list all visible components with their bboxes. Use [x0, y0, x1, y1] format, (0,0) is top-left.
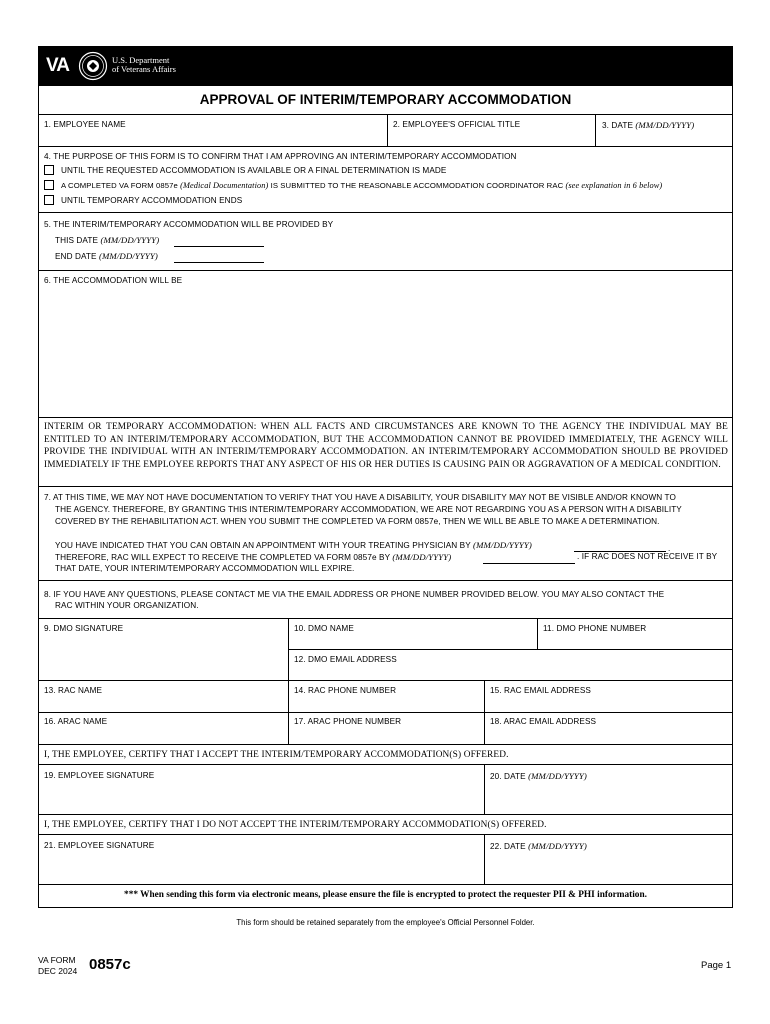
arac-name-field[interactable] — [40, 727, 286, 742]
accept-statement: I, THE EMPLOYEE, CERTIFY THAT I ACCEPT THE INTERIM/TEMPORARY ACCOMMODATION(S) OFFERED. — [44, 750, 509, 760]
this-date-label: THIS DATE (MM/DD/YYYY) — [55, 235, 160, 245]
end-date-field[interactable] — [174, 262, 264, 263]
va-logo: VA — [46, 55, 69, 76]
form-title: APPROVAL OF INTERIM/TEMPORARY ACCOMMODATION — [199, 92, 572, 107]
page-number: Page 1 — [701, 960, 732, 971]
dmo-signature-label: 9. DMO SIGNATURE — [44, 624, 124, 633]
arac-email-label: 18. ARAC EMAIL ADDRESS — [490, 717, 597, 726]
rac-name-field[interactable] — [40, 696, 286, 711]
arac-phone-label: 17. ARAC PHONE NUMBER — [294, 717, 402, 726]
until-available-checkbox[interactable] — [44, 165, 54, 175]
this-date-field[interactable] — [174, 246, 264, 247]
dmo-name-field[interactable] — [290, 634, 535, 648]
decline-date-field[interactable] — [486, 851, 731, 883]
employee-name-field[interactable] — [40, 130, 385, 145]
dmo-phone-label: 11. DMO PHONE NUMBER — [543, 624, 647, 633]
end-date-label: END DATE (MM/DD/YYYY) — [55, 251, 158, 261]
dmo-signature-field[interactable] — [40, 634, 286, 679]
rac-email-label: 15. RAC EMAIL ADDRESS — [490, 686, 591, 695]
date-field[interactable] — [597, 130, 731, 145]
employee-name-label: 1. EMPLOYEE NAME — [44, 120, 126, 129]
decline-date-label: 22. DATE (MM/DD/YYYY) — [490, 841, 587, 851]
arac-name-label: 16. ARAC NAME — [44, 717, 108, 726]
arac-phone-field[interactable] — [290, 727, 482, 742]
rac-not-receive-text: . IF RAC DOES NOT RECEIVE IT BY — [577, 552, 718, 561]
employee-signature-label: 19. EMPLOYEE SIGNATURE — [44, 771, 155, 780]
form-0857e-checkbox[interactable] — [44, 180, 54, 190]
form-0857e-label: A COMPLETED VA FORM 0857e (Medical Documentation) IS SUBMITTED TO THE REASONABLE ACCOMMODATION COORDINATOR RAC (see explanation in 6 below) — [61, 181, 663, 190]
temporary-ends-label: UNTIL TEMPORARY ACCOMMODATION ENDS — [61, 196, 243, 205]
accommodation-field[interactable] — [40, 288, 731, 414]
expect-text: THEREFORE, RAC WILL EXPECT TO RECEIVE THE COMPLETED VA FORM 0857e BY (MM/DD/YYYY) — [55, 552, 452, 562]
rac-phone-field[interactable] — [290, 696, 482, 711]
accommodation-label: 6. THE ACCOMMODATION WILL BE — [44, 276, 183, 285]
interim-definition: INTERIM OR TEMPORARY ACCOMMODATION: WHEN ALL FACTS AND CIRCUMSTANCES ARE KNOWN TO THE AGENCY THE INDIVIDUAL MAY BE ENTITLED TO AN INTERIM/TEMPORARY ACCOMMODATION, BUT THE ACCOMMODATION CANNOT BE PROVIDED IMMEDIATELY, THE AGENCY WILL PROVIDE THE INDIVIDUAL WITH AN INTERIM/TEMPORARY ACCOMMODATION. AN INTERIM/TEMPORARY ACCOMMODATION SHOULD BE PROVIDED IMMEDIATELY IF THE EMPLOYEE REPORTS THAT ANY ASPECT OF HIS OR HER DUTIES IS CAUSING PAIN OR AGGRAVATION OF A MEDICAL CONDITION. — [44, 422, 728, 470]
dmo-email-field[interactable] — [290, 665, 731, 679]
expire-text: THAT DATE, YOUR INTERIM/TEMPORARY ACCOMMODATION WILL EXPIRE. — [55, 564, 355, 573]
official-title-label: 2. EMPLOYEE'S OFFICIAL TITLE — [393, 120, 521, 129]
employee-signature-accept-field[interactable] — [40, 781, 482, 813]
temporary-ends-checkbox[interactable] — [44, 195, 54, 205]
date-label: 3. DATE (MM/DD/YYYY) — [602, 120, 695, 130]
form-date: DEC 2024 — [38, 966, 78, 976]
dept-line2: of Veterans Affairs — [112, 64, 176, 74]
dept-line1: U.S. Department — [112, 55, 170, 65]
rac-email-field[interactable] — [486, 696, 731, 711]
until-available-label: UNTIL THE REQUESTED ACCOMMODATION IS AVAILABLE OR A FINAL DETERMINATION IS MADE — [61, 166, 447, 175]
header-bar — [38, 46, 733, 86]
not-accept-statement: I, THE EMPLOYEE, CERTIFY THAT I DO NOT ACCEPT THE INTERIM/TEMPORARY ACCOMMODATION(S) OFFERED. — [44, 820, 547, 830]
dmo-phone-field[interactable] — [539, 634, 731, 648]
dmo-name-label: 10. DMO NAME — [294, 624, 354, 633]
accept-date-field[interactable] — [486, 781, 731, 813]
questions-line2: RAC WITHIN YOUR ORGANIZATION. — [55, 601, 199, 610]
employee-signature-decline-field[interactable] — [40, 851, 482, 883]
va-seal-icon — [78, 51, 108, 81]
rac-name-label: 13. RAC NAME — [44, 686, 103, 695]
official-title-field[interactable] — [389, 130, 593, 145]
retain-note: This form should be retained separately from the employee's Official Personnel Folder. — [236, 918, 535, 927]
dmo-email-label: 12. DMO EMAIL ADDRESS — [294, 655, 397, 664]
employee-signature-label-2: 21. EMPLOYEE SIGNATURE — [44, 841, 155, 850]
period-dot: . — [668, 544, 671, 553]
purpose-label: 4. THE PURPOSE OF THIS FORM IS TO CONFIRM THAT I AM APPROVING AN INTERIM/TEMPORARY ACCOMMODATION — [44, 152, 517, 161]
rac-phone-label: 14. RAC PHONE NUMBER — [294, 686, 397, 695]
form-number: 0857c — [89, 956, 131, 973]
arac-email-field[interactable] — [486, 727, 731, 742]
provided-by-label: 5. THE INTERIM/TEMPORARY ACCOMMODATION WILL BE PROVIDED BY — [44, 220, 334, 229]
questions-line1: 8. IF YOU HAVE ANY QUESTIONS, PLEASE CONTACT ME VIA THE EMAIL ADDRESS OR PHONE NUMBER PROVIDED BELOW. YOU MAY ALSO CONTACT THE — [44, 590, 665, 599]
accept-date-label: 20. DATE (MM/DD/YYYY) — [490, 771, 587, 781]
form-label: VA FORM — [38, 955, 76, 965]
appointment-text: YOU HAVE INDICATED THAT YOU CAN OBTAIN AN APPOINTMENT WITH YOUR TREATING PHYSICIAN BY (MM/DD/YYYY) — [55, 540, 532, 550]
no-documentation-notice: 7. AT THIS TIME, WE MAY NOT HAVE DOCUMENTATION TO VERIFY THAT YOU HAVE A DISABILITY, YOUR DISABILITY MAY NOT BE VISIBLE AND/OR KNOWN TO THE AGENCY. THEREFORE, BY GRANTING THIS INTERIM/TEMPORARY ACCOMMODATION, WE ARE NOT REGARDING YOU AS A PERSON WITH A DISABILITY COVERED BY THE REHABILITATION ACT. WHEN YOU SUBMIT THE COMPLETED VA FORM 0857e, THEN WE WILL BE ABLE TO MAKE A DETERMINATION. — [44, 493, 682, 527]
expected-date-field[interactable] — [483, 563, 575, 564]
encryption-notice: *** When sending this form via electronic means, please ensure the file is encrypted to protect the requester PII & PHI information. — [124, 890, 647, 900]
